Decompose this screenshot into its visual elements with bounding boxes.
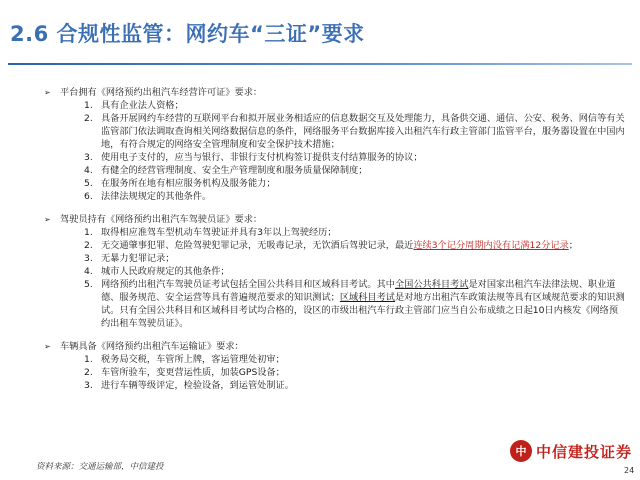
arrow-bullet-icon: ➢ — [44, 88, 51, 97]
section-heading — [44, 86, 626, 99]
list-item — [60, 190, 626, 203]
item-text: 车管所验车，变更营运性质，加装GPS设备； — [101, 367, 285, 378]
content-body — [44, 86, 626, 402]
item-text-part: 网络预约出租汽车驾驶员证考试包括全国公共科目和区域科目考试。其中 — [101, 279, 395, 290]
section-heading-text: 车辆具备《网络预约出租汽车运输证》要求： — [60, 341, 244, 352]
section-vehicle-license — [44, 340, 626, 392]
list-item — [60, 252, 626, 265]
requirement-list — [60, 353, 626, 392]
item-text: 具有企业法人资格； — [101, 100, 184, 111]
item-number: 2. — [84, 113, 93, 124]
list-item — [60, 226, 626, 239]
source-note: 资料来源：交通运输部，中信建投 — [36, 462, 164, 472]
list-item — [60, 379, 626, 392]
item-text-part: 是对国家出租汽车法律法规、职业道德、服务规范、安全运营等具有普遍规范要求的知识测试； — [101, 279, 616, 303]
page-title: 2.6 合规性监管：网约车“三证”要求 — [10, 22, 365, 46]
section-heading-text: 平台拥有《网络预约出租汽车经营许可证》要求： — [60, 87, 263, 98]
item-number: 3. — [84, 152, 93, 163]
section-platform-license — [44, 86, 626, 203]
item-number: 3. — [84, 253, 93, 264]
item-text: 在服务所在地有相应服务机构及服务能力； — [101, 178, 276, 189]
arrow-bullet-icon: ➢ — [44, 215, 51, 224]
title-divider — [8, 63, 632, 65]
requirement-list — [60, 99, 626, 203]
underlined-text: 区域科目考试 — [339, 292, 395, 303]
item-number: 1. — [84, 354, 93, 365]
section-heading — [44, 213, 626, 226]
item-text-part: 是对地方出租汽车政策法规等具有区域规范要求的知识测试。只有全国公共科目和区域科目考试均合格的，设区的市级出租汽车行政主管部门应当自公布成绩之日起10日内核发《网络预约出租车驾驶员证》。 — [101, 292, 625, 329]
list-item — [60, 99, 626, 112]
list-item — [60, 265, 626, 278]
item-number: 4. — [84, 266, 93, 277]
item-number: 2. — [84, 240, 93, 251]
requirement-list — [60, 226, 626, 330]
section-heading — [44, 340, 626, 353]
arrow-bullet-icon: ➢ — [44, 342, 51, 351]
item-text: 使用电子支付的，应当与银行、非银行支付机构签订提供支付结算服务的协议； — [101, 152, 423, 163]
item-number: 2. — [84, 367, 93, 378]
list-item — [60, 278, 626, 330]
company-logo — [510, 440, 632, 462]
item-number: 4. — [84, 165, 93, 176]
page-number: 24 — [624, 466, 635, 475]
item-number: 5. — [84, 279, 93, 290]
item-text: 有健全的经营管理制度、安全生产管理制度和服务质量保障制度； — [101, 165, 368, 176]
list-item — [60, 353, 626, 366]
item-text: 取得相应准驾车型机动车驾驶证并具有3年以上驾驶经历； — [101, 227, 337, 238]
underlined-text: 全国公共科目考试 — [395, 279, 469, 290]
item-number: 1. — [84, 100, 93, 111]
list-item — [60, 366, 626, 379]
section-heading-text: 驾驶员持有《网络预约出租汽车驾驶员证》要求： — [60, 214, 263, 225]
item-text: 法律法规规定的其他条件。 — [101, 191, 212, 202]
item-number: 6. — [84, 191, 93, 202]
logo-text: 中信建投证券 — [536, 442, 633, 461]
list-item — [60, 112, 626, 151]
item-number: 3. — [84, 380, 93, 391]
item-number: 1. — [84, 227, 93, 238]
highlighted-text: 连续3个记分周期内没有记满12分记录 — [413, 240, 569, 251]
item-text: 具备开展网约车经营的互联网平台和拟开展业务相适应的信息数据交互及处理能力，具备供交通、通信、公安、税务、网信等有关监管部门依法调取查询相关网络数据信息的条件，网络服务平台数据库接入出租汽车行政主管部门监管平台，服务器设置在中国内地，有符合规定的网络安全管理制度和安全保护技术措施； — [101, 113, 625, 150]
item-number: 5. — [84, 178, 93, 189]
list-item — [60, 239, 626, 252]
item-text — [101, 239, 626, 252]
item-text: 无暴力犯罪记录； — [101, 253, 175, 264]
item-text — [101, 278, 626, 330]
logo-mark-icon: 中 — [510, 440, 532, 462]
item-text: 进行车辆等级评定，检验设备，到运管处制证。 — [101, 380, 294, 391]
item-text: 城市人民政府规定的其他条件； — [101, 266, 230, 277]
list-item — [60, 177, 626, 190]
item-text-part: ； — [568, 240, 578, 251]
item-text: 税务局交税，车管所上牌，客运管理处初审； — [101, 354, 285, 365]
item-text-part: 无交通肇事犯罪、危险驾驶犯罪记录，无吸毒记录，无饮酒后驾驶记录，最近 — [101, 240, 414, 251]
list-item — [60, 151, 626, 164]
section-driver-license — [44, 213, 626, 330]
list-item — [60, 164, 626, 177]
